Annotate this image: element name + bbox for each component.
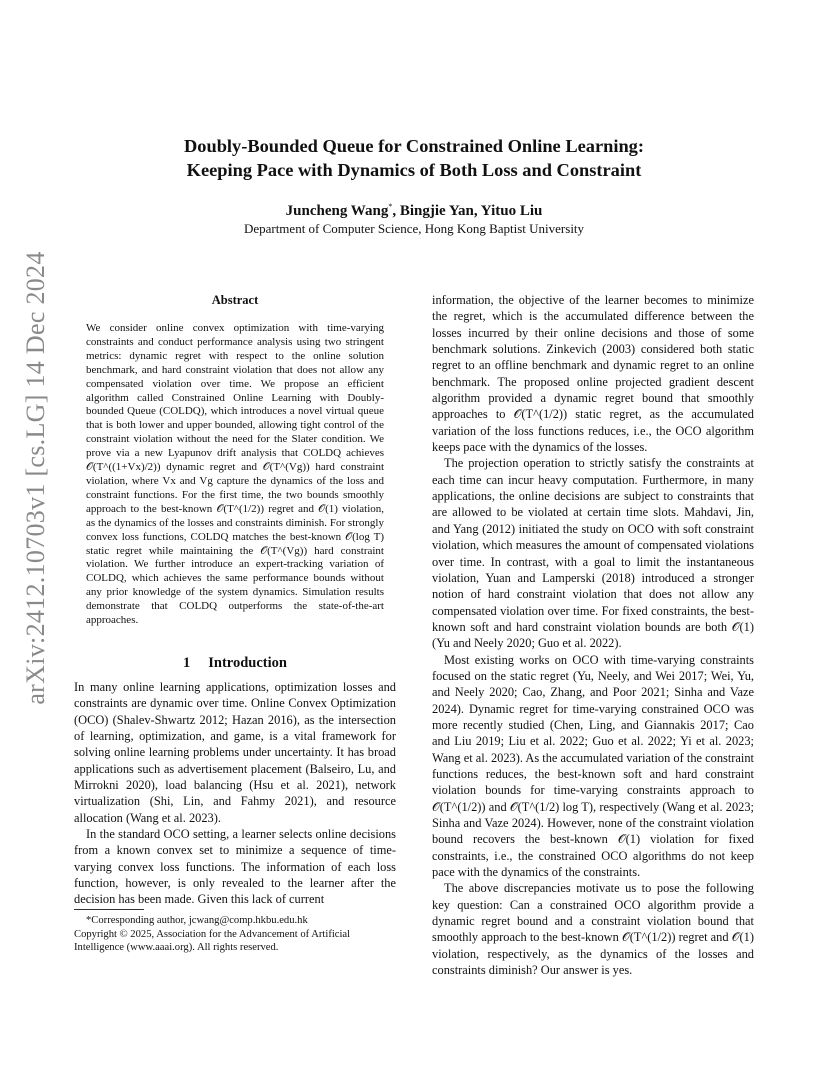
affiliation: Department of Computer Science, Hong Kong Baptist University bbox=[243, 221, 585, 236]
right-paragraph-3: Most existing works on OCO with time-varying constraints focused on the static regret (Yu, Neely, and Wei 2017; Wei, Yu, and Neely 2020; Cao, Zhang, and Poor 2021; Sinha and Vaze 2024). Dynamic regret for time-varying constrained OCO was more recently studied (Chen, Ling, and Giannakis 2017; Cao and Liu 2019; Liu et al. 2022; Guo et al. 2022; Yi et al. 2023; Wang et al. 2023). As the accumulated variation of the constraint functions reduces, the best-known soft and hard constraint violation bounds for time-varying constraints approach to 𝒪(T^(1/2)) and 𝒪(T^(1/2) log T), respectively (Wang et al. 2023; Sinha and Vaze 2024). However, none of the constraint violation bound recovers the best-known 𝒪(1) violation for fixed constraints, i.e., the constrained OCO algorithms do not keep pace with the dynamics of the constraints. bbox=[432, 652, 754, 880]
footnote-corresponding: *Corresponding author, jcwang@comp.hkbu.edu.hk bbox=[86, 915, 308, 926]
intro-paragraph-1: In many online learning applications, optimization losses and constraints are dynamic over time. Online Convex Optimization (OCO) (Shalev-Shwartz 2012; Hazan 2016), as the intersection of learning, optimization, and game, is a vital framework for solving online learning problems under uncertainty. It has broad applications such as advertisement placement (Balseiro, Lu, and Mirrokni 2020), load balancing (Hsu et al. 2021), network virtualization (Shi, Lin, and Fahmy 2021), and resource allocation (Wang et al. 2023). bbox=[74, 679, 396, 825]
copyright-notice: Copyright © 2025, Association for the Advancement of Artificial Intelligence (www.aaai.org). All rights reserved. bbox=[74, 928, 351, 953]
paper-title bbox=[90, 134, 738, 182]
right-paragraph-4: The above discrepancies motivate us to pose the following key question: Can a constrained OCO algorithm provide a dynamic regret bound and a constraint violation bound that smoothly approach to the best-known 𝒪(T^(1/2)) regret and 𝒪(1) violation, respectively, as the dynamics of the losses and constraints diminish? Our answer is yes. bbox=[432, 881, 754, 978]
author-rest: , Bingjie Yan, Yituo Liu bbox=[392, 203, 543, 219]
right-paragraph-1: information, the objective of the learner becomes to minimize the regret, which is the accumulated difference between the losses incurred by their online decisions and those of some benchmark solutions. Zinkevich (2003) considered both static regret to an offline benchmark and dynamic regret to an online benchmark. The proposed online projected gradient descent algorithm provided a dynamic regret bound that smoothly approaches to 𝒪(T^(1/2)) static regret, as the accumulated variation of the loss functions reduces, i.e., the OCO algorithm keeps pace with the dynamics of the losses. bbox=[432, 293, 754, 455]
abstract-heading: Abstract bbox=[211, 293, 259, 307]
section-heading bbox=[74, 654, 396, 672]
left-column bbox=[74, 292, 396, 908]
author-list bbox=[90, 197, 738, 221]
title-line-2: Keeping Pace with Dynamics of Both Loss and Constraint bbox=[186, 160, 642, 180]
arxiv-sidebar bbox=[0, 0, 60, 1072]
abstract-body: We consider online convex optimization with time-varying constraints and conduct performance analysis using two stringent metrics: dynamic regret with respect to the online solution benchmark, and hard constraint violation that does not allow any compensated violation over time. We propose an efficient algorithm called Constrained Online Learning with Doubly-bounded Queue (COLDQ), which introduces a novel virtual queue that is both lower and upper bounded, allowing tight control of the constraint violation without the need for the Slater condition. We prove via a new Lyapunov drift analysis that COLDQ achieves 𝒪(T^((1+Vx)/2)) dynamic regret and 𝒪(T^(Vg)) hard constraint violation, where Vx and Vg capture the dynamics of the loss and constraint functions. For the first time, the two bounds smoothly approach to the best-known 𝒪(T^(1/2)) regret and 𝒪(1) violation, as the dynamics of the losses and constraints diminish. For strongly convex loss functions, COLDQ matches the best-known 𝒪(log T) static regret while maintaining the 𝒪(T^(Vg)) hard constraint violation. We further introduce an expert-tracking variation of COLDQ, which achieves the same performance bounds without any prior knowledge of the system dynamics. Simulation results demonstrate that COLDQ outperforms the state-of-the-art approaches. bbox=[86, 322, 384, 627]
footnote-block bbox=[74, 914, 396, 955]
author-first: Juncheng Wang bbox=[285, 203, 389, 219]
intro-paragraph-2: In the standard OCO setting, a learner selects online decisions from a known convex set to minimize a sequence of time-varying convex loss functions. The information of each loss function, however, is only revealed to the learner after the decision has been made. Given this lack of current bbox=[74, 827, 396, 907]
right-paragraph-2: The projection operation to strictly satisfy the constraints at each time can incur heavy computation. Furthermore, in many applications, the online decisions are subject to constraints that are allowed to be violated at certain time slots. Mahdavi, Jin, and Yang (2012) initiated the study on OCO with soft constraint violation, which measures the amount of compensated violations over time. In contrast, with a goal to limit the instantaneous violation, Yuan and Lamperski (2018) introduced a stronger notion of hard constraint violation that does not allow any compensated violation over time. For fixed constraints, the best-known soft and hard constraint violation bounds are both 𝒪(1) (Yu and Neely 2020; Guo et al. 2022). bbox=[432, 456, 754, 651]
right-column bbox=[432, 292, 754, 978]
section-number: 1 bbox=[183, 654, 191, 671]
section-title: Introduction bbox=[208, 654, 287, 671]
title-line-1: Doubly-Bounded Queue for Constrained Online Learning: bbox=[183, 136, 644, 156]
arxiv-identifier: arXiv:2412.10703v1 [cs.LG] 14 Dec 2024 bbox=[21, 251, 50, 705]
footnote-rule bbox=[74, 909, 144, 910]
corresponding-mark: * bbox=[388, 202, 393, 211]
